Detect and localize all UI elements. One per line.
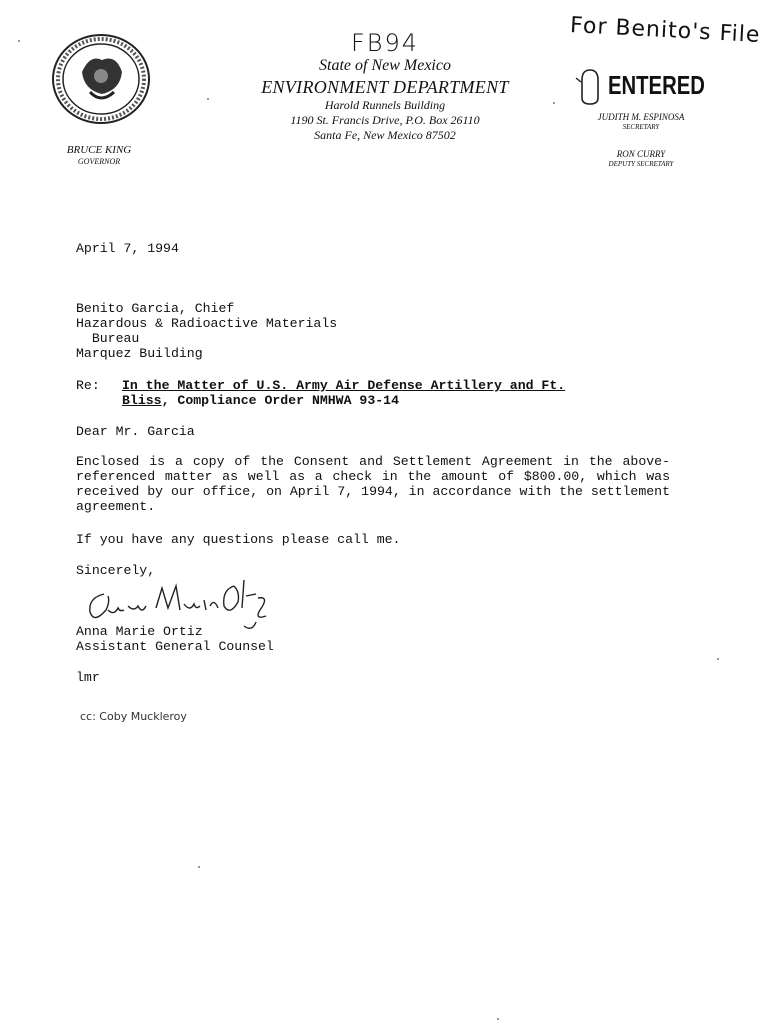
scan-speck [553, 102, 555, 104]
entered-stamp: ENTERED [608, 70, 705, 100]
scan-speck [18, 40, 20, 42]
recipient-line: Bureau [76, 331, 140, 346]
department-name: ENVIRONMENT DEPARTMENT [261, 77, 509, 97]
re-label: Re: [76, 378, 100, 393]
governor-block [62, 144, 136, 167]
stamp-mark-icon [574, 66, 604, 106]
body-paragraph-2: If you have any questions please call me. [76, 532, 401, 547]
cc-line: cc: Coby Muckleroy [80, 710, 187, 723]
governor-name: BRUCE KING [66, 144, 132, 156]
subject-title-cont: Bliss [122, 393, 162, 408]
scan-speck [497, 1018, 499, 1020]
deputy-block [582, 149, 700, 169]
signer-title: Assistant General Counsel [76, 639, 274, 654]
closing: Sincerely, [76, 563, 156, 578]
street-address: 1190 St. Francis Drive, P.O. Box 26110 [290, 113, 480, 127]
subject-title: In the Matter of U.S. Army Air Defense Artillery and Ft. [122, 378, 566, 393]
letterhead [240, 30, 530, 143]
state-name: State of New Mexico [319, 57, 451, 74]
recipient-line: Hazardous & Radioactive Materials [76, 316, 338, 331]
secretary-block [582, 112, 700, 132]
deputy-title: DEPUTY SECRETARY [608, 160, 674, 168]
scan-speck [717, 658, 719, 660]
typist-initials: lmr [76, 670, 100, 685]
state-seal-logo [50, 32, 152, 126]
body-paragraph: Enclosed is a copy of the Consent and Settlement Agreement in the above-referenced matter as well as a check in the amount of $800.00, which was received by our office, on April 7, 1994, in accordance with the settlement agreement. [76, 454, 670, 514]
building-name: Harold Runnels Building [324, 98, 446, 112]
file-number: FB94 [350, 29, 420, 57]
deputy-name: RON CURRY [616, 149, 666, 159]
scan-speck [207, 98, 209, 100]
recipient-block [76, 301, 337, 361]
scan-speck [198, 866, 200, 868]
recipient-line: Benito Garcia, Chief [76, 301, 235, 316]
secretary-title: SECRETARY [622, 123, 660, 131]
subject-line [122, 378, 565, 408]
governor-title: GOVERNOR [77, 157, 121, 166]
salutation: Dear Mr. Garcia [76, 424, 195, 439]
recipient-line: Marquez Building [76, 346, 203, 361]
subject-order: , Compliance Order NMHWA 93-14 [161, 393, 399, 408]
letter-date: April 7, 1994 [76, 241, 179, 256]
city-address: Santa Fe, New Mexico 87502 [314, 128, 456, 142]
signer-name: Anna Marie Ortiz [76, 624, 203, 639]
secretary-name: JUDITH M. ESPINOSA [597, 112, 685, 122]
handwritten-note: For Benito's File [569, 13, 761, 48]
